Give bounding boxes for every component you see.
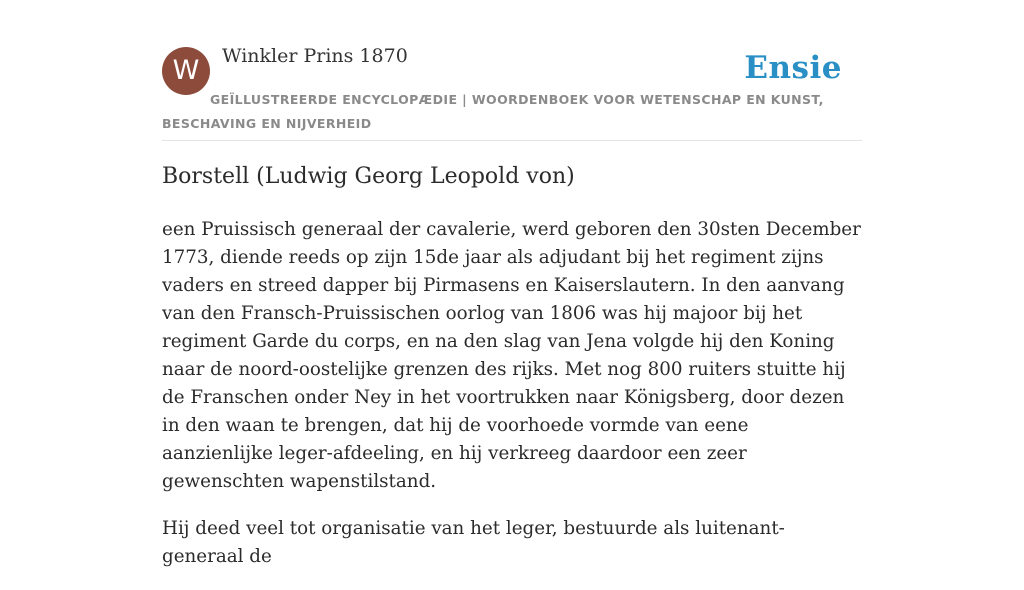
article-paragraph: een Pruissisch generaal der cavalerie, werd geboren den 30sten December 1773, diende reeds op zijn 15de jaar als adjudant bij het regiment zijns vaders en streed dapper bij Pirmasens en Kaiserslautern. In den aanvang van den Fransch-Pruissischen oorlog van 1806 was hij majoor bij het regiment Garde du corps, en na den slag van Jena volgde hij den Koning naar de noord-oostelijke grenzen des rijks. Met nog 800 ruiters stuitte hij de Franschen onder Ney in het voortrukken naar Königsberg, door dezen in den waan te brengen, dat hij de voorhoede vormde van eene aanzienlijke leger-afdeeling, en hij verkreeg daardoor een zeer gewenschten wapenstilstand. [162, 219, 861, 492]
article-title: Borstell (Ludwig Georg Leopold von) [162, 164, 575, 189]
source-subtitle: GEÏLLUSTREERDE ENCYCLOPÆDIE | WOORDENBOEK VOOR WETENSCHAP EN KUNST, BESCHAVING EN NIJVERHEID [162, 92, 824, 131]
header [162, 0, 862, 141]
article-paragraph: Hij deed veel tot organisatie van het leger, bestuurde als luitenant-generaal de [162, 518, 785, 567]
article-body [162, 216, 862, 590]
source-avatar[interactable]: W [162, 47, 210, 95]
page [162, 0, 862, 567]
source-name-link[interactable]: Winkler Prins 1870 [222, 45, 408, 67]
ensie-logo[interactable]: Ensie [744, 50, 842, 86]
